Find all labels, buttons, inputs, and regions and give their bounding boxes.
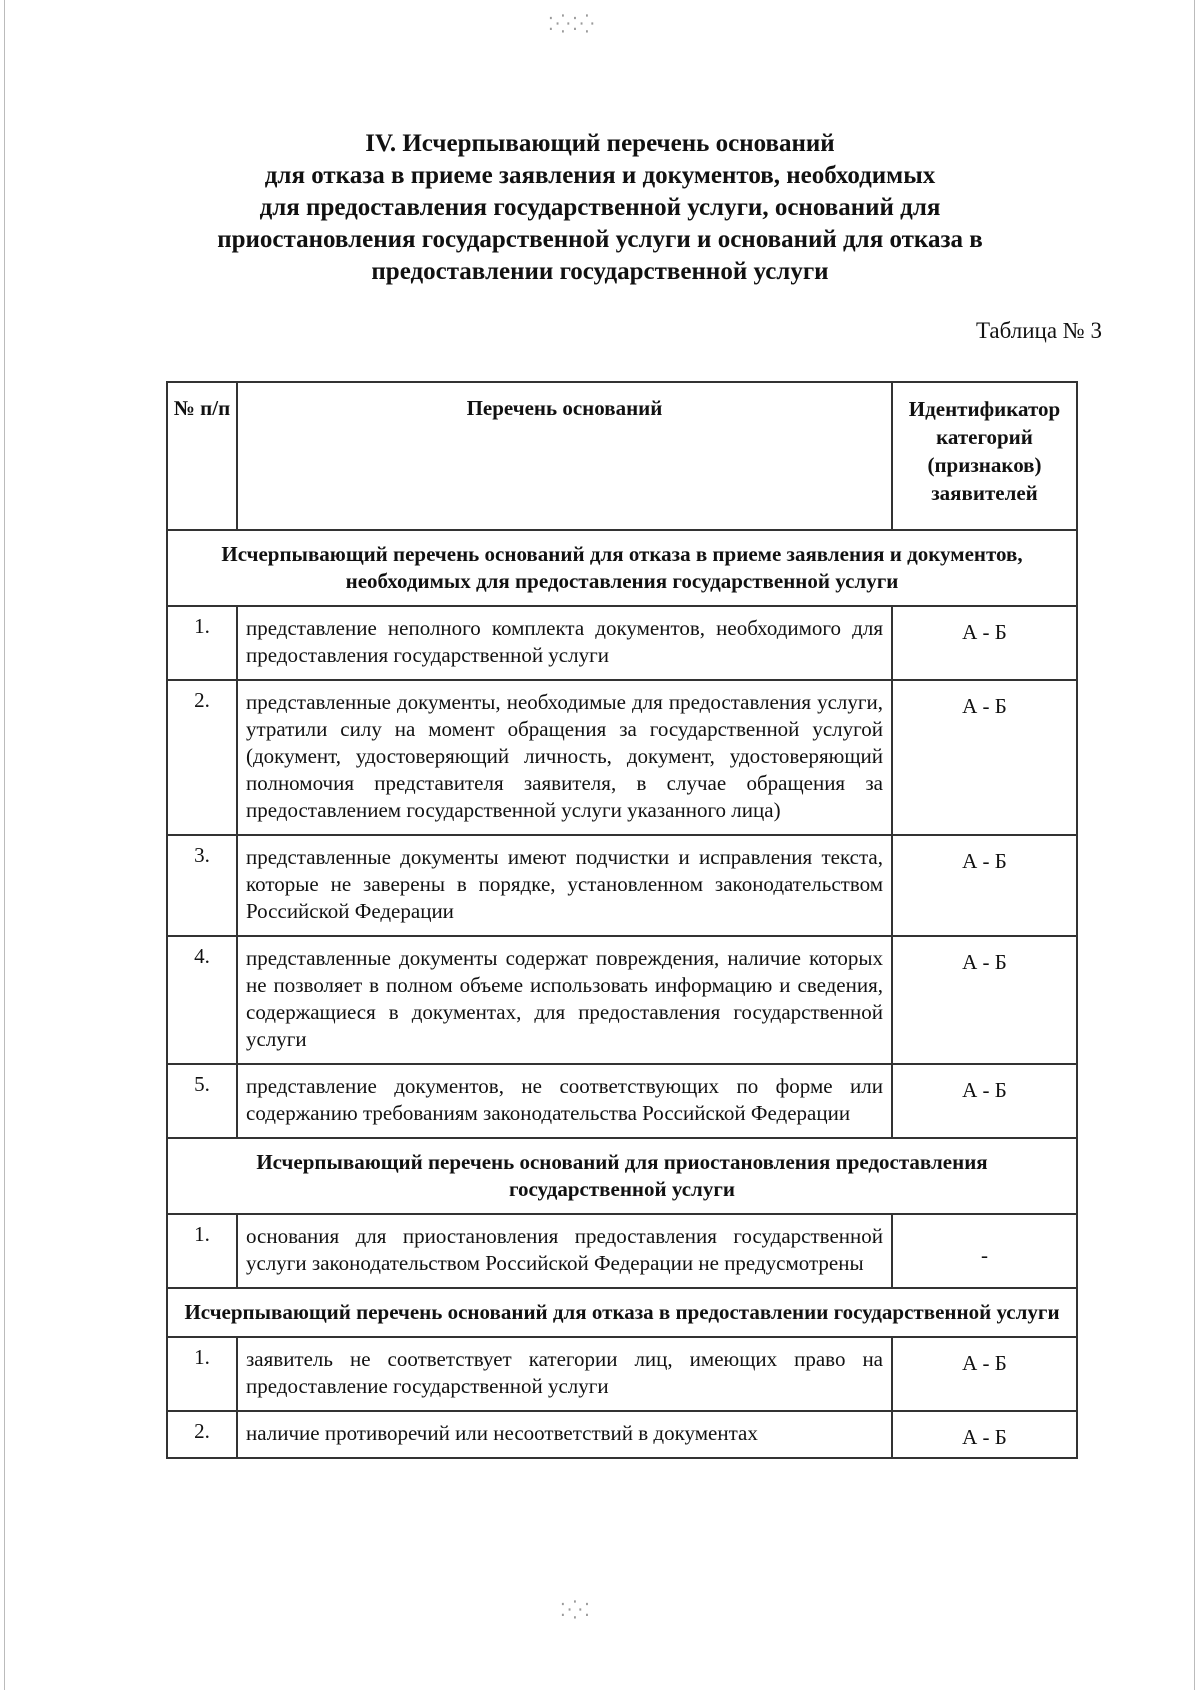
row-text: основания для приостановления предоставления государственной услуги законодательством Российской Федерации не предусмотрены (237, 1214, 892, 1288)
grounds-table (166, 381, 1078, 1459)
title-line: для предоставления государственной услуги, оснований для (259, 194, 941, 221)
table-row (167, 835, 1077, 936)
row-num: 5. (167, 1064, 237, 1138)
table-row (167, 1337, 1077, 1411)
row-identifier: А - Б (892, 1337, 1077, 1411)
title-line: приостановления государственной услуги и оснований для отказа в (217, 226, 983, 253)
row-num: 2. (167, 680, 237, 835)
table-row (167, 1214, 1077, 1288)
row-identifier: А - Б (892, 1411, 1077, 1458)
row-text: представление неполного комплекта документов, необходимого для предоставления государственной услуги (237, 606, 892, 680)
table-row (167, 1064, 1077, 1138)
scan-edge-right (1194, 0, 1195, 1690)
row-identifier: А - Б (892, 835, 1077, 936)
page-title (150, 128, 1050, 288)
section-heading: Исчерпывающий перечень оснований для отказа в приеме заявления и документов, необходимых для предоставления государственной услуги (167, 530, 1077, 606)
row-identifier: А - Б (892, 680, 1077, 835)
row-text: представление документов, не соответствующих по форме или содержанию требованиям законодательства Российской Федерации (237, 1064, 892, 1138)
table-header-row (167, 382, 1077, 530)
row-num: 4. (167, 936, 237, 1064)
section-row (167, 1138, 1077, 1214)
section-heading: Исчерпывающий перечень оснований для отказа в предоставлении государственной услуги (167, 1288, 1077, 1337)
row-identifier: А - Б (892, 936, 1077, 1064)
table-label: Таблица № 3 (975, 318, 1102, 343)
table-row (167, 606, 1077, 680)
row-identifier: - (892, 1214, 1077, 1288)
row-num: 3. (167, 835, 237, 936)
header-list: Перечень оснований (237, 382, 892, 530)
table-row (167, 1411, 1077, 1458)
title-line: предоставлении государственной услуги (371, 258, 829, 285)
row-text: наличие противоречий или несоответствий в документах (237, 1411, 892, 1458)
row-text: представленные документы содержат повреждения, наличие которых не позволяет в полном объеме использовать информацию и сведения, содержащиеся в документах, для предоставления государственной услуги (237, 936, 892, 1064)
row-num: 2. (167, 1411, 237, 1458)
table-row (167, 936, 1077, 1064)
header-identifier: Идентификатор категорий (признаков) заявителей (892, 382, 1077, 530)
row-num: 1. (167, 606, 237, 680)
row-num: 1. (167, 1214, 237, 1288)
row-identifier: А - Б (892, 1064, 1077, 1138)
scan-artifact-top: ⁚⁛⁚⁛ (548, 14, 597, 34)
header-num: № п/п (167, 382, 237, 530)
section-row (167, 1288, 1077, 1337)
title-line: IV. Исчерпывающий перечень оснований (365, 130, 835, 157)
scan-artifact-bottom: ⁚⁛⁚ (560, 1600, 592, 1620)
row-identifier: А - Б (892, 606, 1077, 680)
scan-edge-left (4, 0, 5, 1690)
row-num: 1. (167, 1337, 237, 1411)
table-row (167, 680, 1077, 835)
section-row (167, 530, 1077, 606)
row-text: представленные документы, необходимые для предоставления услуги, утратили силу на момент обращения за государственной услугой (документ, удостоверяющий личность, документ, удостоверяющий полномочия представителя заявителя, в случае обращения за предоставлением государственной услуги указанного лица) (237, 680, 892, 835)
row-text: заявитель не соответствует категории лиц, имеющих право на предоставление государственной услуги (237, 1337, 892, 1411)
section-heading: Исчерпывающий перечень оснований для приостановления предоставления государственной услуги (167, 1138, 1077, 1214)
title-line: для отказа в приеме заявления и документов, необходимых (264, 162, 936, 189)
row-text: представленные документы имеют подчистки и исправления текста, которые не заверены в порядке, установленном законодательством Российской Федерации (237, 835, 892, 936)
